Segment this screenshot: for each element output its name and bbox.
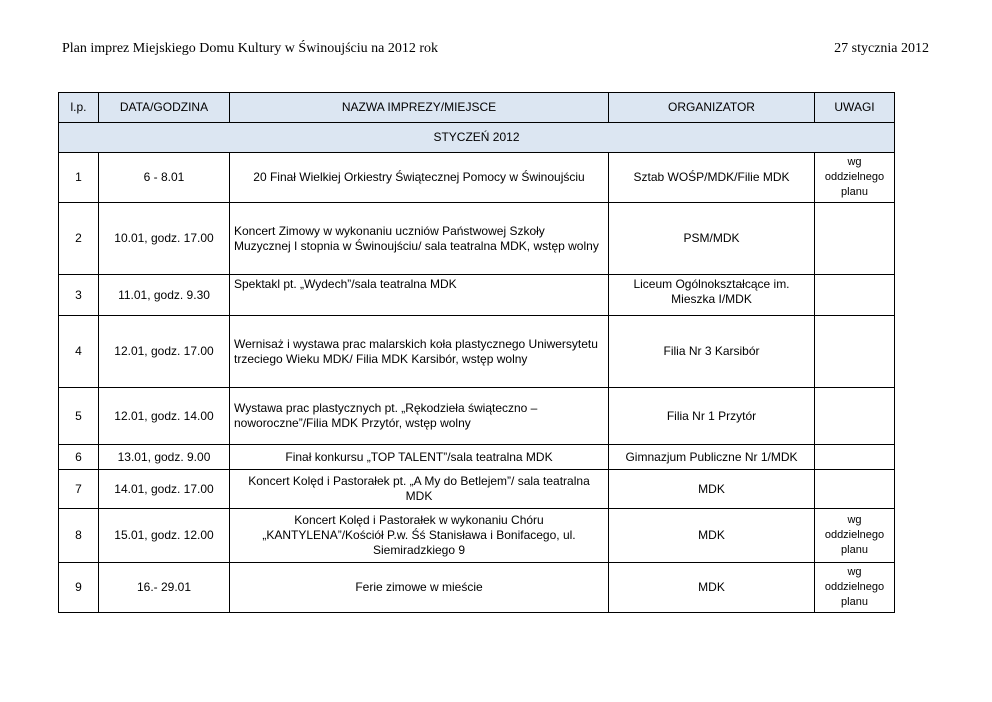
cell-notes: wg oddzielnego planu	[815, 563, 895, 613]
cell-date: 15.01, godz. 12.00	[99, 509, 230, 563]
document-date: 27 stycznia 2012	[834, 41, 929, 56]
cell-notes: wg oddzielnego planu	[815, 153, 895, 203]
cell-lp: 7	[59, 470, 99, 509]
cell-lp: 1	[59, 153, 99, 203]
table-row	[59, 470, 895, 509]
table-row	[59, 445, 895, 470]
cell-date: 12.01, godz. 17.00	[99, 316, 230, 388]
cell-lp: 4	[59, 316, 99, 388]
cell-lp: 9	[59, 563, 99, 613]
cell-name: Spektakl pt. „Wydech”/sala teatralna MDK	[230, 275, 609, 316]
cell-name: Wystawa prac plastycznych pt. „Rękodzieła świąteczno – noworoczne”/Filia MDK Przytór, wstęp wolny	[230, 388, 609, 445]
cell-organizer: MDK	[609, 563, 815, 613]
column-header-lp: l.p.	[59, 93, 99, 123]
cell-lp: 6	[59, 445, 99, 470]
cell-organizer: Liceum Ogólnokształcące im. Mieszka I/MDK	[609, 275, 815, 316]
cell-date: 14.01, godz. 17.00	[99, 470, 230, 509]
cell-date: 6 - 8.01	[99, 153, 230, 203]
column-header-name: NAZWA IMPREZY/MIEJSCE	[230, 93, 609, 123]
table-row	[59, 316, 895, 388]
table-row	[59, 509, 895, 563]
cell-notes	[815, 275, 895, 316]
cell-organizer: Gimnazjum Publiczne Nr 1/MDK	[609, 445, 815, 470]
cell-name: Koncert Kolęd i Pastorałek pt. „A My do Betlejem”/ sala teatralna MDK	[230, 470, 609, 509]
cell-name: Ferie zimowe w mieście	[230, 563, 609, 613]
column-header-organizer: ORGANIZATOR	[609, 93, 815, 123]
cell-organizer: Filia Nr 3 Karsibór	[609, 316, 815, 388]
events-table	[58, 92, 895, 613]
cell-name: Koncert Zimowy w wykonaniu uczniów Państwowej Szkoły Muzycznej I stopnia w Świnoujściu/ sala teatralna MDK, wstęp wolny	[230, 203, 609, 275]
cell-notes	[815, 316, 895, 388]
cell-lp: 5	[59, 388, 99, 445]
cell-date: 11.01, godz. 9.30	[99, 275, 230, 316]
cell-lp: 8	[59, 509, 99, 563]
cell-date: 10.01, godz. 17.00	[99, 203, 230, 275]
cell-notes	[815, 388, 895, 445]
cell-date: 12.01, godz. 14.00	[99, 388, 230, 445]
month-label: STYCZEŃ 2012	[59, 123, 895, 153]
table-row	[59, 153, 895, 203]
cell-date: 13.01, godz. 9.00	[99, 445, 230, 470]
document-title: Plan imprez Miejskiego Domu Kultury w Świnoujściu na 2012 rok	[62, 41, 439, 56]
cell-name: 20 Finał Wielkiej Orkiestry Świątecznej Pomocy w Świnoujściu	[230, 153, 609, 203]
cell-organizer: Filia Nr 1 Przytór	[609, 388, 815, 445]
cell-lp: 2	[59, 203, 99, 275]
cell-organizer: MDK	[609, 509, 815, 563]
cell-notes: wg oddzielnego planu	[815, 509, 895, 563]
table-row	[59, 275, 895, 316]
cell-notes	[815, 203, 895, 275]
table-row	[59, 563, 895, 613]
table-row	[59, 203, 895, 275]
table-header-row	[59, 93, 895, 123]
column-header-notes: UWAGI	[815, 93, 895, 123]
cell-organizer: PSM/MDK	[609, 203, 815, 275]
cell-name: Finał konkursu „TOP TALENT”/sala teatralna MDK	[230, 445, 609, 470]
month-row	[59, 123, 895, 153]
cell-organizer: MDK	[609, 470, 815, 509]
cell-notes	[815, 445, 895, 470]
cell-name: Koncert Kolęd i Pastorałek w wykonaniu Chóru „KANTYLENA”/Kościół P.w. Śś Stanisława i Bonifacego, ul. Siemiradzkiego 9	[230, 509, 609, 563]
table-row	[59, 388, 895, 445]
cell-name: Wernisaż i wystawa prac malarskich koła plastycznego Uniwersytetu trzeciego Wieku MDK/ Filia MDK Karsibór, wstęp wolny	[230, 316, 609, 388]
column-header-date: DATA/GODZINA	[99, 93, 230, 123]
cell-lp: 3	[59, 275, 99, 316]
cell-notes	[815, 470, 895, 509]
cell-date: 16.- 29.01	[99, 563, 230, 613]
cell-organizer: Sztab WOŚP/MDK/Filie MDK	[609, 153, 815, 203]
